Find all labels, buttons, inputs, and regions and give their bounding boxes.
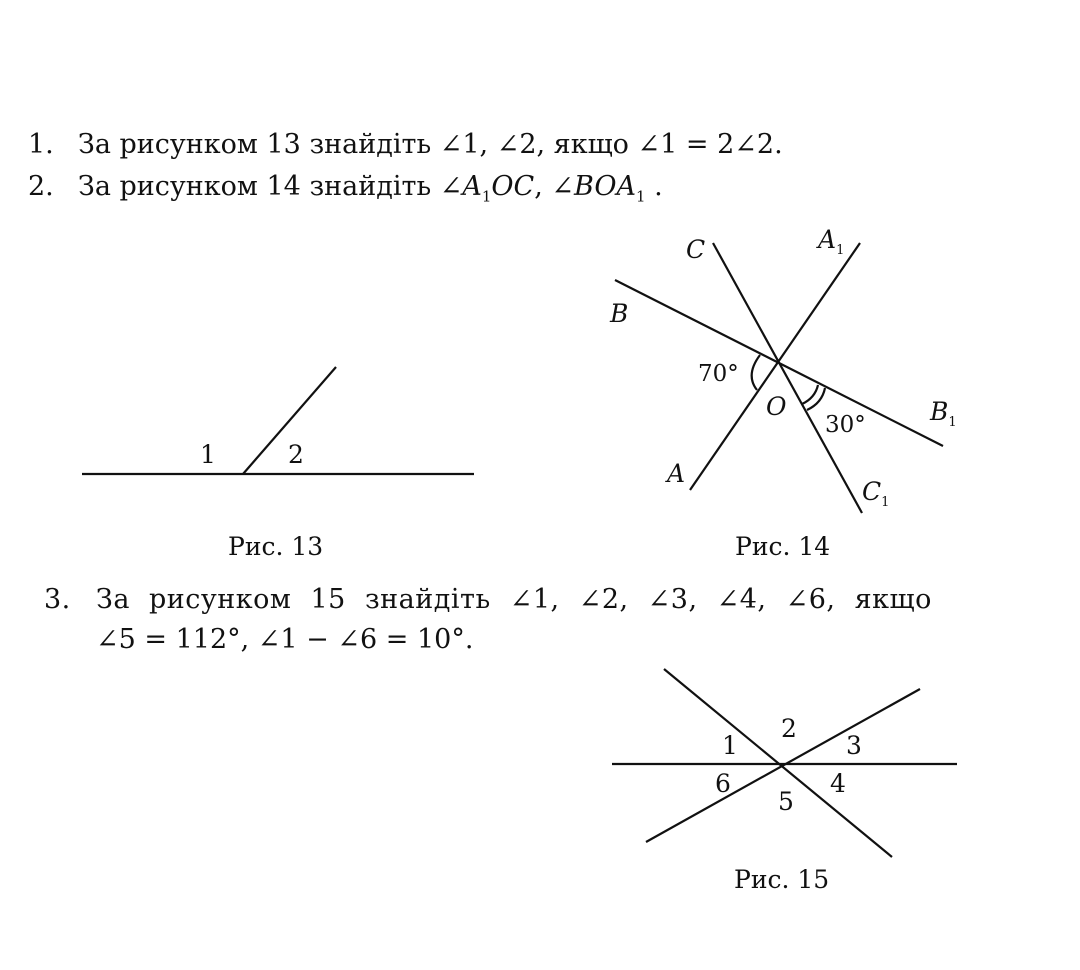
fig15-ascending-line (646, 689, 920, 842)
fig14-angle-30-label: 30° (825, 412, 866, 438)
fig14-point-o: O (766, 392, 787, 421)
figure-13 (82, 367, 474, 561)
fig13-angle-2-label: 2 (288, 440, 304, 469)
fig15-angle-4-label: 4 (830, 769, 846, 798)
fig15-angle-5-label: 5 (778, 787, 794, 816)
fig14-point-c: C (686, 235, 706, 264)
angle-a1oc-sub: 1 (481, 187, 492, 206)
problem-2-text-prefix: За рисунком 14 знайдіть (78, 171, 440, 202)
fig14-line-bb1 (615, 280, 943, 446)
problem-2-number: 2. (28, 171, 54, 202)
angle-boa1-pre: ∠BOA (551, 171, 636, 202)
fig14-point-c1-sub: 1 (881, 495, 890, 510)
fig14-angle-70-label: 70° (698, 361, 739, 387)
fig14-point-b1-letter: B (930, 397, 949, 426)
problem-3-text-line2: ∠5 = 112°, ∠1 − ∠6 = 10°. (96, 624, 474, 655)
fig15-angle-6-label: 6 (715, 769, 731, 798)
fig14-point-a: A (667, 459, 686, 488)
fig15-angle-1-label: 1 (722, 731, 738, 760)
fig14-point-b1-sub: 1 (948, 415, 957, 430)
fig13-angle-1-label: 1 (200, 440, 216, 469)
fig14-caption: Рис. 14 (735, 532, 831, 561)
figure-15 (612, 669, 957, 894)
fig14-point-a1 (816, 225, 844, 258)
fig15-angle-2-label: 2 (781, 714, 797, 743)
fig14-arc-30-inner (802, 385, 818, 404)
problem-1-text: За рисунком 13 знайдіть ∠1, ∠2, якщо ∠1 = 2∠2. (78, 129, 783, 160)
fig13-caption: Рис. 13 (228, 532, 324, 561)
fig14-point-a1-sub: 1 (836, 243, 845, 258)
fig15-caption: Рис. 15 (734, 865, 830, 894)
angle-boa1-sub: 1 (635, 187, 646, 206)
problem-3-text-line1: За рисунком 15 знайдіть ∠1, ∠2, ∠3, ∠4, ∠6, якщо (96, 584, 932, 615)
problem-3-number: 3. (44, 584, 71, 615)
problem-1-number: 1. (28, 129, 54, 160)
fig15-angle-3-label: 3 (846, 731, 862, 760)
fig14-point-b1 (929, 397, 957, 430)
fig14-point-a1-letter: A (818, 225, 837, 254)
fig14-point-c1 (862, 477, 889, 510)
angle-a1oc-pre: ∠A (439, 171, 482, 202)
fig14-arc-70 (752, 355, 760, 390)
problem-2-separator: , (534, 171, 552, 202)
fig14-point-c1-letter: C (862, 477, 882, 506)
fig14-point-b: B (610, 299, 629, 328)
angle-a1oc-post: OC (491, 171, 535, 202)
figure-14 (609, 225, 957, 561)
problem-2-end: . (645, 171, 663, 202)
